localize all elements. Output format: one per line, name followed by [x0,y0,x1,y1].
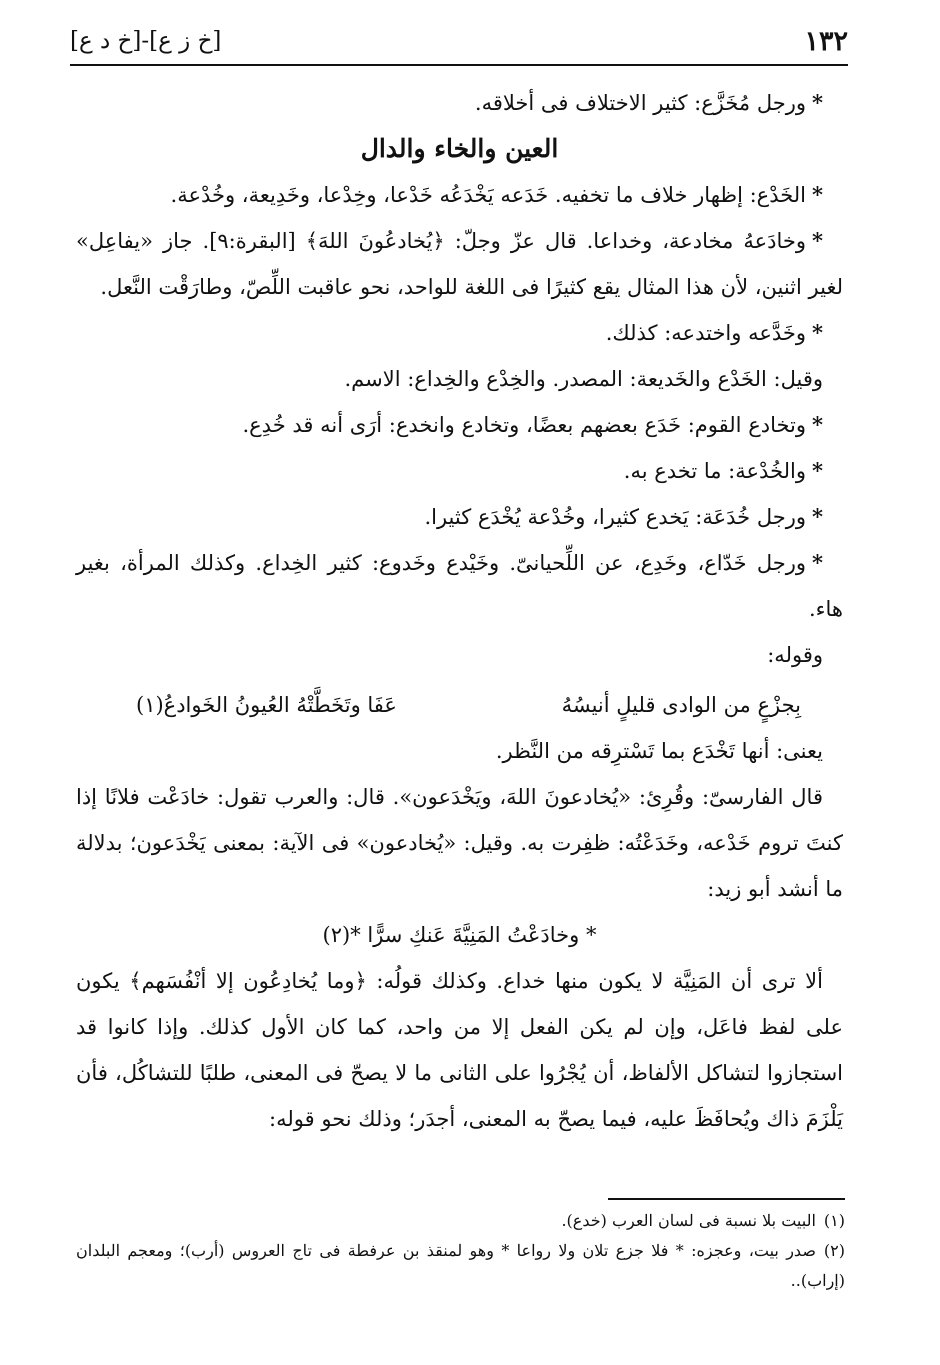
farisi-paragraph: قال الفارسىّ: وقُرِئ: «يُخادعونَ اللهَ، ويَخْدَعون». قال: والعرب تقول: خادَعْت فلانًا إذا كنتَ تروم خَدْعه، وخَدَعْتُه: ظفِرت به. وقيل: «يُخادعون» فى الآية: بمعنى يَخْدَعون؛ بدلالة ما أنشد أبو زيد: [76,785,843,901]
verse-explanation: يعنى: أنها تَخْدَع بما تَسْترِقه من النَّظر. [495,739,823,763]
footnotes [76,1206,845,1296]
entry-paragraph: *وتخادع القوم: خَدَع بعضهم بعضًا، وتخادع وانخدع: أرَى أنه قد خُدِع. [242,412,823,437]
footnote-number: (١) [823,1211,845,1230]
entry-range: [خ ز ع]-[خ د ع] [70,28,222,54]
poetry-verse [76,682,843,728]
main-text [76,80,843,1142]
section-heading: العين والخاء والدال [360,134,559,163]
footnote-number: (٢) [823,1241,845,1260]
asterisk-icon: * [812,90,823,115]
asterisk-icon: * [812,504,823,529]
entry-paragraph: *الخَدْع: إظهار خلاف ما تخفيه. خَدَعه يَخْدَعُه خَدْعا، وخِدْعا، وخَدِيعة، وخُدْعة. [170,182,823,207]
entry-paragraph: *والخُدْعة: ما تخدع به. [623,458,823,483]
page-header [70,24,848,62]
asterisk-icon: * [812,458,823,483]
header-rule [70,64,848,66]
entry-paragraph: *ورجل خَدّاع، وخَدِع، عن اللِّحيانىّ. وخَيْدع وخَدوع: كثير الخِداع. وكذلك المرأة، بغير هاء. [76,550,843,621]
footnote-text: البيت بلا نسبة فى لسان العرب (خدع). [561,1211,816,1230]
entry-paragraph: *ورجل خُدَعَة: يَخدع كثيرا، وخُدْعة يُخْدَع كثيرا. [424,504,823,529]
footnote [76,1206,845,1236]
asterisk-icon: * [812,412,823,437]
entry-paragraph: *وخَدَّعه واختدعه: كذلك. [605,320,823,345]
asterisk-icon: * [812,320,823,345]
quote-intro: وقوله: [767,643,823,667]
final-paragraph: ألا ترى أن المَنِيَّة لا يكون منها خداع. وكذلك قولُه: ﴿وما يُخادِعُون إلا أنْفُسَهم﴾ يكون على لفظ فاعَل، وإن لم يكن الفعل إلا من واحد، كما كان الأول كذلك. وإذا كانوا قد استجازوا لتشاكل الألفاظ، أن يُجْرُوا على الثانى ما لا يصحّ فى المعنى، طلبًا للتشاكُل، فأن يَلْزَمَ ذاك ويُحافَظَ عليه، فيما يصحّ به المعنى، أجدَر؛ وذلك نحو قوله: [76,969,843,1131]
entry-paragraph: وقيل: الخَدْع والخَديعة: المصدر. والخِدْع والخِداع: الاسم. [344,367,823,391]
intro-line: *ورجل مُخَزَّع: كثير الاختلاف فى أخلاقه. [474,90,823,115]
footnote-text: صدر بيت، وعجزه: * فلا جزع تلان ولا رواعا * وهو لمنقذ بن عرفطة فى تاج العروس (أرب)؛ ومعجم البلدان (إراب).. [76,1241,845,1290]
entry-paragraph: *وخادَعهُ مخادعة، وخداعا. قال عزّ وجلّ: ﴿يُخادعُونَ اللهَ﴾ [البقرة:٩]. جاز «يفاعِل» لغير اثنين، لأن هذا المثال يقع كثيرًا فى اللغة للواحد، نحو عاقبت اللِّصّ، وطارَقْت النَّعل. [76,228,843,299]
asterisk-icon: * [812,550,823,575]
verse-second-half: عَفَا وتَخَطَّتْهُ العُيونُ الخَوادعُ(١) [136,693,397,717]
footnote-rule [608,1198,845,1200]
hemistich: * وخادَعْتُ المَنِيَّةَ عَنكِ سرًّا *(٢) [322,923,597,947]
verse-first-half: بِجزْعٍ من الوادى قليلٍ أنيسُهُ [561,693,801,717]
footnote [76,1236,845,1296]
page-number: ١٣٢ [804,26,848,57]
asterisk-icon: * [812,228,823,253]
asterisk-icon: * [812,182,823,207]
